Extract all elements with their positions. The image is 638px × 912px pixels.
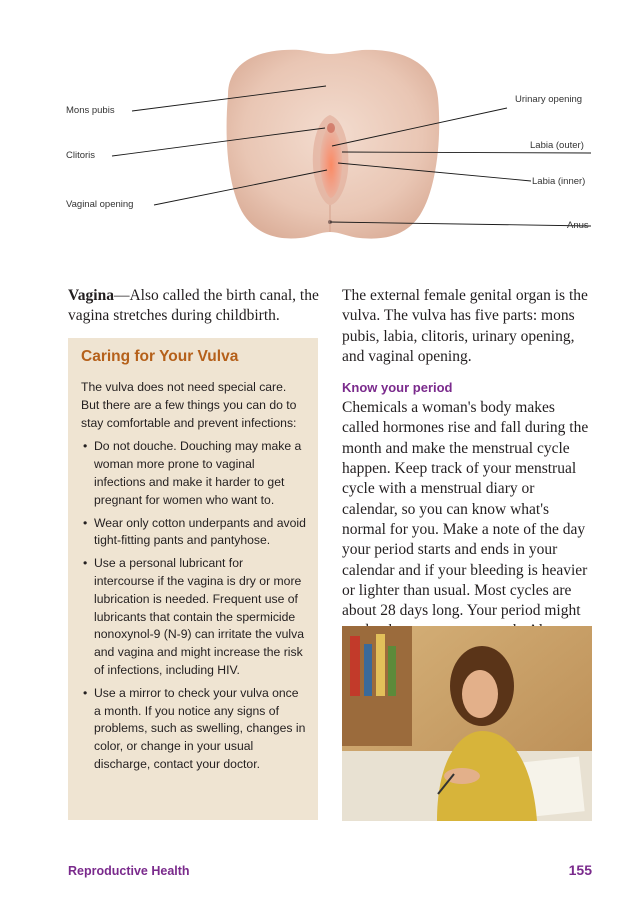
list-item-text: Use a mirror to check your vulva once a month. If you notice any signs of problems, such as swelling, changes in color, or change in your usual discharge, contact your doctor.	[94, 685, 306, 771]
vulva-diagram	[0, 0, 638, 270]
vulva-intro-paragraph: The external female genital organ is the vulva. The vulva has five parts: mons pubis, labia, clitoris, urinary opening, and vaginal opening.	[342, 287, 588, 365]
bullet-icon: •	[83, 439, 88, 454]
sidebar-title: Caring for Your Vulva	[81, 348, 239, 365]
sidebar-list	[81, 438, 306, 773]
label-vaginal-opening: Vaginal opening	[66, 199, 134, 210]
label-anus: Anus	[567, 220, 589, 231]
sidebar-intro: The vulva does not need special care. But there are a few things you can do to stay comfortable and prevent infections:	[81, 380, 297, 430]
woman-writing-photo	[342, 626, 592, 821]
list-item	[81, 555, 306, 680]
list-item-text: Wear only cotton underpants and avoid tight-fitting pants and pantyhose.	[94, 515, 306, 548]
definition-term: Vagina	[68, 287, 114, 304]
list-item	[81, 515, 306, 551]
list-item-text: Do not douche. Douching may make a woman more prone to vaginal infections and make it harder to get pregnant for women who want to.	[94, 439, 302, 507]
main-text-column	[342, 286, 592, 662]
page-number: 155	[568, 862, 592, 878]
bullet-icon: •	[83, 515, 88, 530]
bullet-icon: •	[83, 556, 88, 571]
section-heading: Know your period	[342, 380, 453, 396]
label-labia-outer: Labia (outer)	[530, 140, 584, 151]
period-paragraph: Chemicals a woman's body makes called hormones rise and fall during the month and make the menstrual cycle happen. Keep track of your menstrual cycle with a menstrual diary or calendar, so you can know what's normal for you. Make a note of the day your period starts and ends in your calendar and if your bleeding is heavier or lighter than usual. Most cycles are about 28 days long. Your period might	[342, 399, 589, 620]
label-clitoris: Clitoris	[66, 150, 96, 161]
footer-section-title: Reproductive Health	[68, 864, 190, 878]
list-item	[81, 685, 306, 774]
label-urinary-opening: Urinary opening	[515, 94, 583, 105]
label-mons-pubis: Mons pubis	[66, 105, 115, 116]
caring-sidebar	[68, 338, 318, 820]
list-item	[81, 438, 306, 509]
vagina-definition	[68, 286, 326, 326]
list-item-text: Use a personal lubricant for intercourse if the vagina is dry or more lubrication is needed. Frequent use of lubricants that contain the spermicide nonoxynol-9 (N-9) can irritate the vulva and vagina and might increase the risk of infections, including HIV.	[94, 556, 304, 677]
bullet-icon: •	[83, 685, 88, 700]
definition-text: —Also called the birth canal, the vagina stretches during childbirth.	[68, 287, 319, 324]
label-labia-inner: Labia (inner)	[532, 176, 586, 187]
